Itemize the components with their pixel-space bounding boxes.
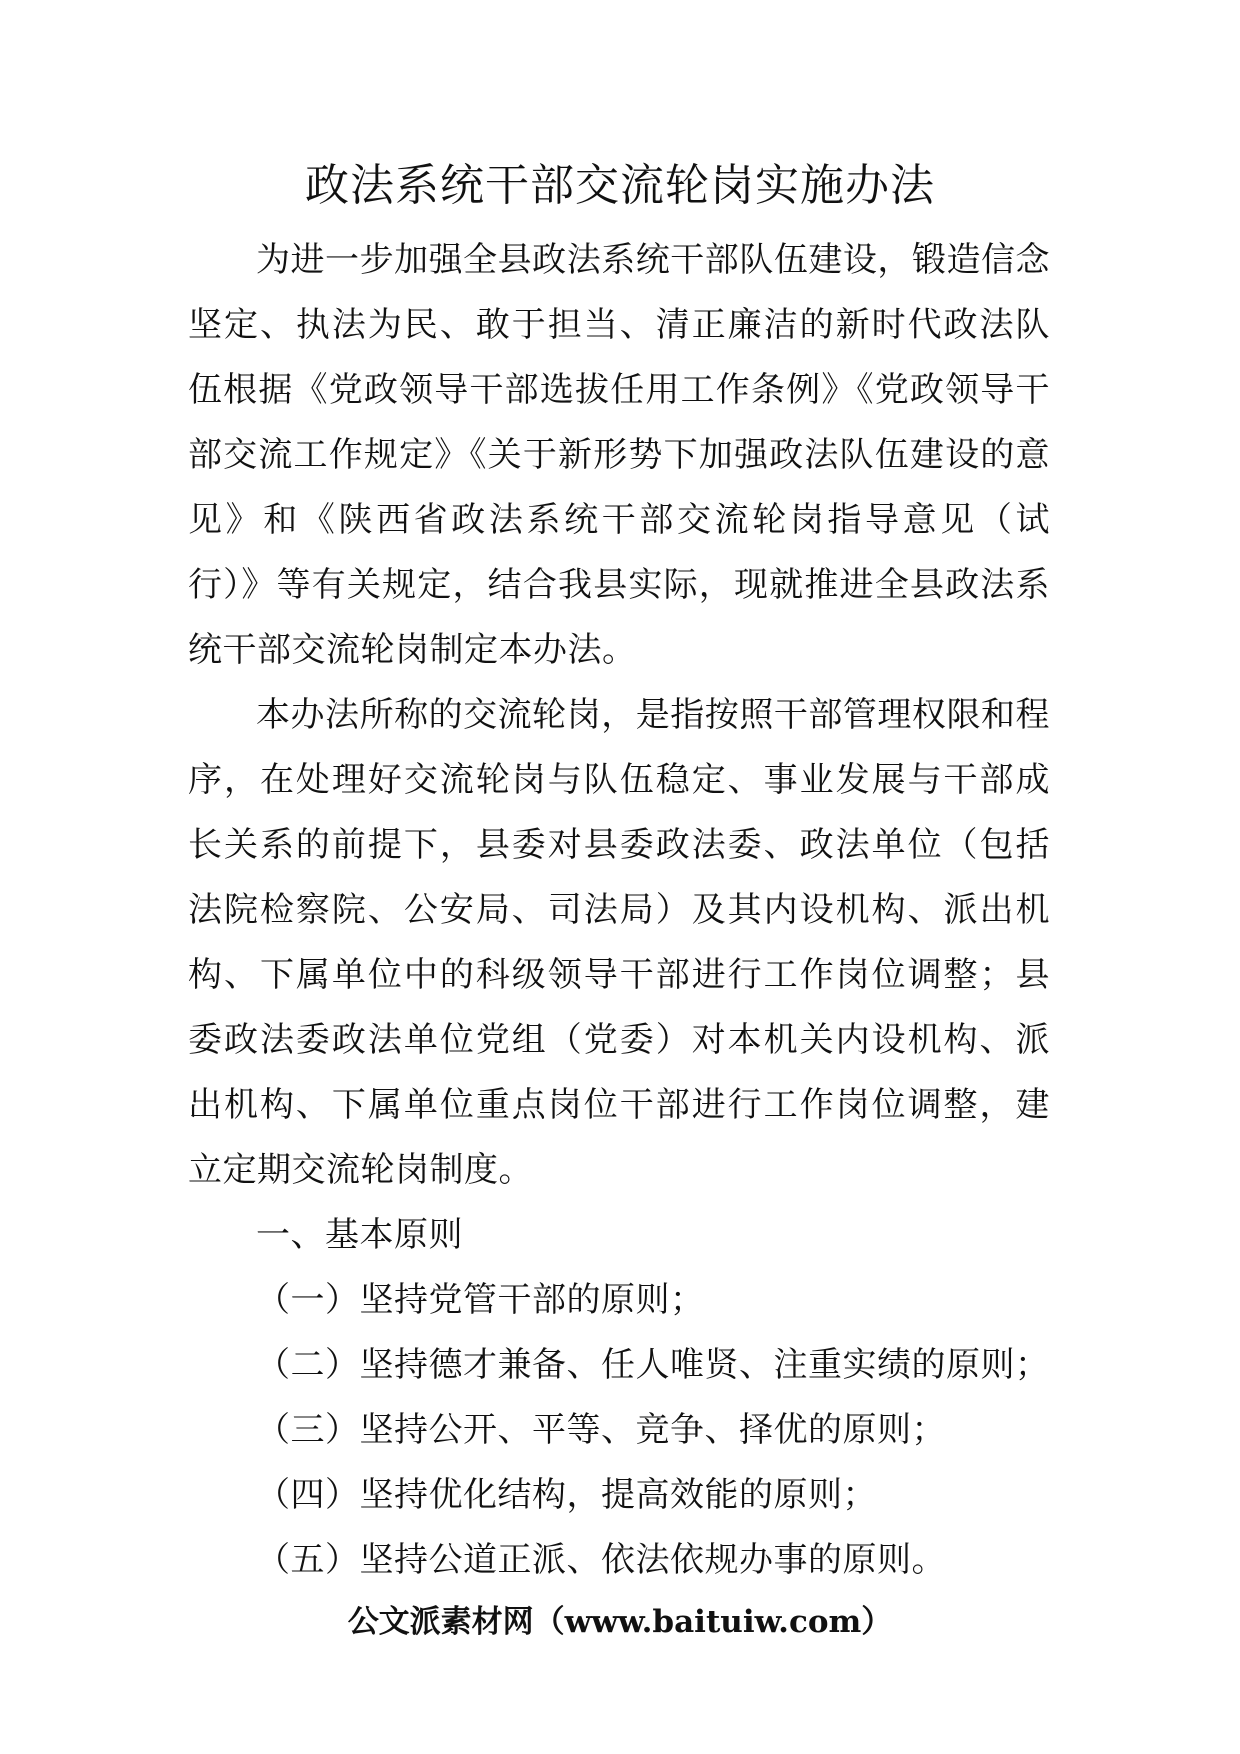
source-footer: 公文派素材网（www.baituiw.com） [347, 1604, 893, 1640]
document-body [188, 228, 1050, 1593]
principle-item-1: （一）坚持党管干部的原则； [256, 1280, 705, 1320]
principle-item-3: （三）坚持公开、平等、竞争、择优的原则； [256, 1410, 946, 1450]
principle-item-2: （二）坚持德才兼备、任人唯贤、注重实绩的原则； [256, 1345, 1050, 1385]
section-heading: 一、基本原则 [256, 1215, 463, 1255]
definition-paragraph: 本办法所称的交流轮岗，是指按照干部管理权限和程序，在处理好交流轮岗与队伍稳定、事业发展与干部成长关系的前提下，县委对县委政法委、政法单位（包括法院检察院、公安局、司法局）及其内设机构、派出机构、下属单位中的科级领导干部进行工作岗位调整；县委政法委政法单位党组（党委）对本机关内设机构、派出机构、下属单位重点岗位干部进行工作岗位调整，建立定期交流轮岗制度。 [188, 695, 1050, 1190]
principle-item-4: （四）坚持优化结构，提高效能的原则； [256, 1475, 877, 1515]
principle-item-5: （五）坚持公道正派、依法依规办事的原则。 [256, 1540, 946, 1580]
document-title: 政法系统干部交流轮岗实施办法 [305, 160, 935, 211]
intro-paragraph: 为进一步加强全县政法系统干部队伍建设，锻造信念坚定、执法为民、敢于担当、清正廉洁的新时代政法队伍根据《党政领导干部选拔任用工作条例》《党政领导干部交流工作规定》《关于新形势下加强政法队伍建设的意见》和《陕西省政法系统干部交流轮岗指导意见（试行）》等有关规定，结合我县实际，现就推进全县政法系统干部交流轮岗制定本办法。 [188, 240, 1050, 670]
